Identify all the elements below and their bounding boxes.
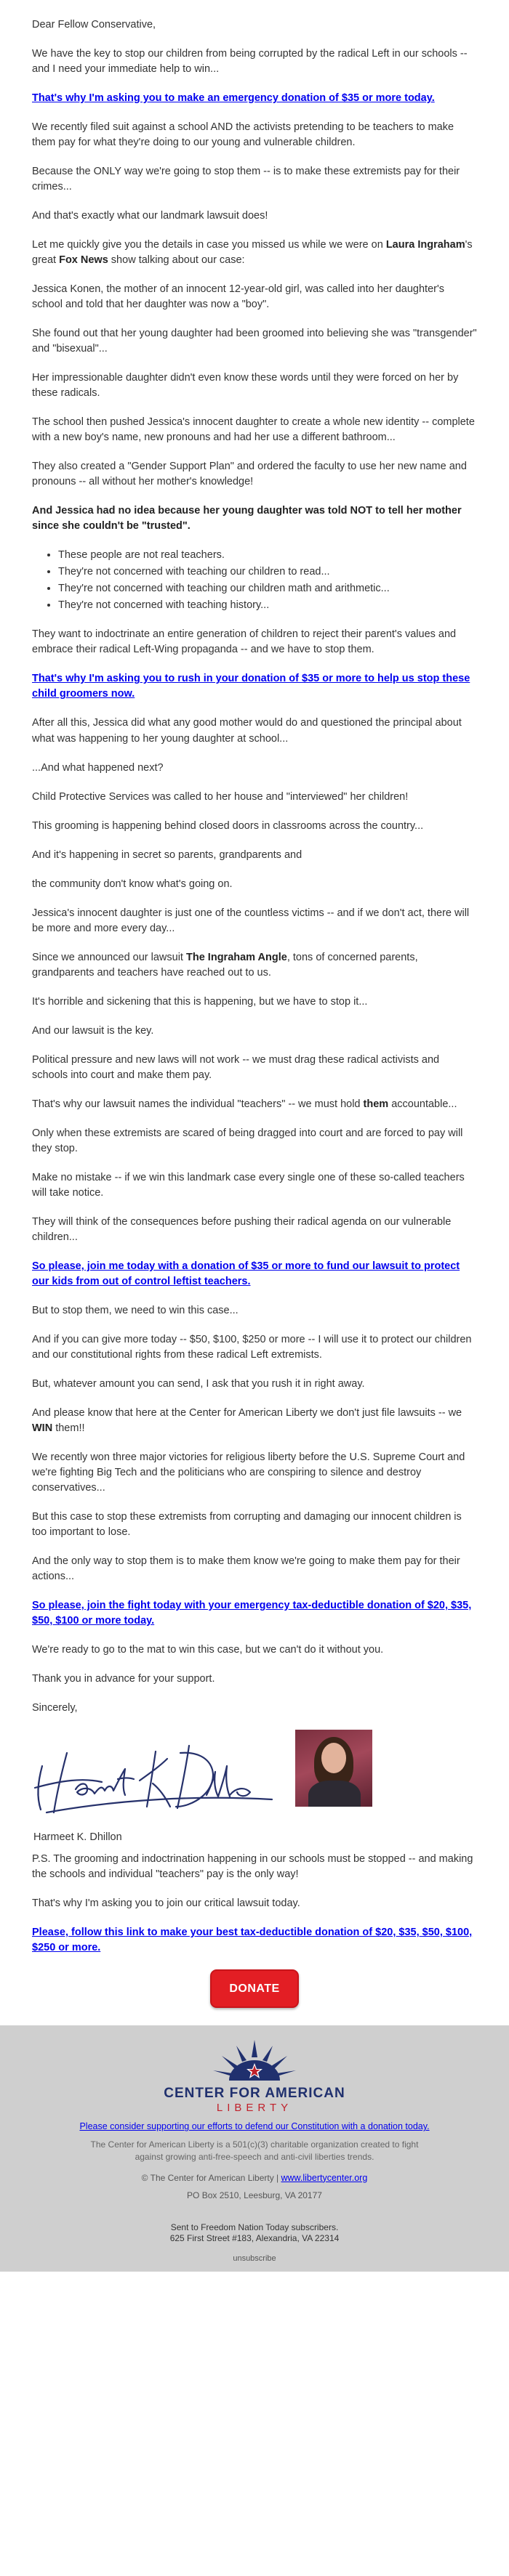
logo-title: CENTER FOR AMERICAN [164, 2086, 345, 2102]
donate-link-best[interactable]: Please, follow this link to make your best tax-deductible donation of $20, $35, $50, $100, $250 or more. [32, 1927, 473, 1954]
paragraph: Make no mistake -- if we win this landmark case every single one of these so-called teachers will take notice. [32, 1171, 465, 1199]
paragraph: We have the key to stop our children from being corrupted by the radical Left in our schools -- and I need your immediate help to win... [32, 48, 468, 76]
po-box: PO Box 2510, Leesburg, VA 20177 [187, 2190, 322, 2200]
paragraph: ...And what happened next? [32, 761, 164, 774]
paragraph: She found out that her young daughter had been groomed into believing she was "transgender" and "bisexual"... [32, 328, 477, 355]
paragraph: They want to indoctrinate an entire generation of children to reject their parent's values and embrace their radical Left-Wing propaganda -- and we have to stop them. [32, 628, 457, 656]
paragraph: And if you can give more today -- $50, $100, $250 or more -- I will use it to protect our children and our constitutional rights from these radical Left extremists. [32, 1333, 472, 1361]
postscript: P.S. The grooming and indoctrination happening in our schools must be stopped -- and making the schools and individual "teachers" pay is the only way! [32, 1853, 473, 1881]
paragraph: And the only way to stop them is to make them know we're going to make them pay for their actions... [32, 1555, 460, 1583]
paragraph: the community don't know what's going on. [32, 878, 233, 890]
logo-subtitle: LIBERTY [216, 2102, 293, 2115]
donate-link-35[interactable]: That's why I'm asking you to make an emergency donation of $35 or more today. [32, 92, 435, 105]
paragraph: And our lawsuit is the key. [32, 1024, 154, 1037]
paragraph: Let me quickly give you the details in case you missed us while we were on Laura Ingraham's great Fox News show talking about our case: [32, 239, 473, 267]
paragraph: And please know that here at the Center for American Liberty we don't just file lawsuits -- we WIN them!! [32, 1406, 462, 1434]
donate-link-rush[interactable]: That's why I'm asking you to rush in your donation of $35 or more to help us stop these child groomers now. [32, 673, 470, 700]
paragraph: Because the ONLY way we're going to stop them -- is to make these extremists pay for their crimes... [32, 166, 460, 193]
website-link[interactable]: www.libertycenter.org [281, 2172, 368, 2183]
bullet-list [32, 548, 477, 613]
paragraph: It's horrible and sickening that this is happening, but we have to stop it... [32, 995, 368, 1008]
list-item: • They're not concerned with teaching our children math and arithmetic... [58, 581, 477, 596]
paragraph: They will think of the consequences before pushing their radical agenda on our vulnerable children... [32, 1215, 452, 1243]
donate-button[interactable]: DONATE [210, 1969, 298, 2008]
paragraph: After all this, Jessica did what any good mother would do and questioned the principal about what was happening to her young daughter at school... [32, 717, 462, 745]
paragraph: Since we announced our lawsuit The Ingraham Angle, tons of concerned parents, grandparents and teachers have reached out to us. [32, 951, 418, 979]
signature-block [32, 1730, 477, 1846]
paragraph: That's why our lawsuit names the individual "teachers" -- we must hold them accountable... [32, 1098, 457, 1110]
paragraph: But to stop them, we need to win this case... [32, 1304, 239, 1316]
paragraph: This grooming is happening behind closed doors in classrooms across the country... [32, 819, 424, 832]
paragraph: We recently won three major victories for religious liberty before the U.S. Supreme Court and we're fighting Big Tech and the politicians who are conspiring to silence and destroy conservatives... [32, 1451, 465, 1494]
list-item: • They're not concerned with teaching our children to read... [58, 564, 477, 580]
handwritten-signature [32, 1737, 279, 1817]
sign-off: Sincerely, [32, 1702, 78, 1714]
donate-link-fund-lawsuit[interactable]: So please, join me today with a donation of $35 or more to fund our lawsuit to protect our kids from out of control leftist teachers. [32, 1260, 460, 1287]
copyright: © The Center for American Liberty | www.libertycenter.org [141, 2172, 368, 2183]
email-footer [0, 2025, 509, 2271]
paragraph: Jessica's innocent daughter is just one of the countless victims -- and if we don't act, there will be more and more every day... [32, 907, 470, 934]
signer-name: Harmeet K. Dhillon [33, 1831, 122, 1844]
sent-to: Sent to Freedom Nation Today subscribers. [170, 2221, 339, 2232]
paragraph: Her impressionable daughter didn't even know these words until they were forced on her by these radicals. [32, 372, 459, 400]
list-item: • They're not concerned with teaching history... [58, 598, 477, 613]
list-item: • These people are not real teachers. [58, 548, 477, 563]
email-body [32, 0, 477, 2025]
paragraph: We recently filed suit against a school AND the activists pretending to be teachers to make them pay for what they're doing to our young and vulnerable children. [32, 121, 454, 149]
support-donation-link[interactable]: Please consider supporting our efforts to defend our Constitution with a donation today. [79, 2121, 430, 2132]
paragraph: We're ready to go to the mat to win this case, but we can't do it without you. [32, 1644, 384, 1656]
disclaimer: The Center for American Liberty is a 501(c)(3) charitable organization created to fight against growing anti-free-speech and anti-civil liberties trends. [90, 2139, 419, 2162]
donate-link-emergency[interactable]: So please, join the fight today with your emergency tax-deductible donation of $20, $35, $50, $100 or more today. [32, 1600, 472, 1627]
paragraph: Only when these extremists are scared of being dragged into court and are forced to pay will they stop. [32, 1127, 463, 1154]
star-burst-logo-icon [200, 2038, 309, 2082]
organization-logo [0, 2038, 509, 2114]
paragraph: And it's happening in secret so parents, grandparents and [32, 848, 302, 861]
paragraph: Child Protective Services was called to her house and "interviewed" her children! [32, 790, 409, 803]
mailing-address: 625 First Street #183, Alexandria, VA 22314 [169, 2233, 340, 2244]
bold-paragraph: And Jessica had no idea because her young daughter was told NOT to tell her mother since she couldn't be "trusted". [32, 505, 462, 532]
paragraph: They also created a "Gender Support Plan" and ordered the faculty to use her new name and pronouns -- all without her mother's knowledge! [32, 461, 467, 488]
paragraph: And that's exactly what our landmark lawsuit does! [32, 210, 268, 222]
paragraph: That's why I'm asking you to join our critical lawsuit today. [32, 1897, 300, 1910]
subscriber-info [0, 2222, 509, 2264]
greeting: Dear Fellow Conservative, [32, 19, 156, 31]
paragraph: Political pressure and new laws will not work -- we must drag these radical activists and schools into court and make them pay. [32, 1053, 440, 1081]
paragraph: Thank you in advance for your support. [32, 1673, 215, 1685]
paragraph: The school then pushed Jessica's innocent daughter to create a whole new identity -- complete with a new boy's name, new pronouns and had her use a different bathroom... [32, 416, 475, 444]
paragraph: But, whatever amount you can send, I ask that you rush it in right away. [32, 1377, 365, 1390]
paragraph: But this case to stop these extremists from corrupting and damaging our innocent children is too important to lose. [32, 1511, 462, 1539]
unsubscribe-link[interactable]: unsubscribe [233, 2253, 276, 2263]
signer-photo [295, 1730, 372, 1807]
paragraph: Jessica Konen, the mother of an innocent 12-year-old girl, was called into her daughter's school and told that her daughter was now a "boy". [32, 283, 444, 311]
